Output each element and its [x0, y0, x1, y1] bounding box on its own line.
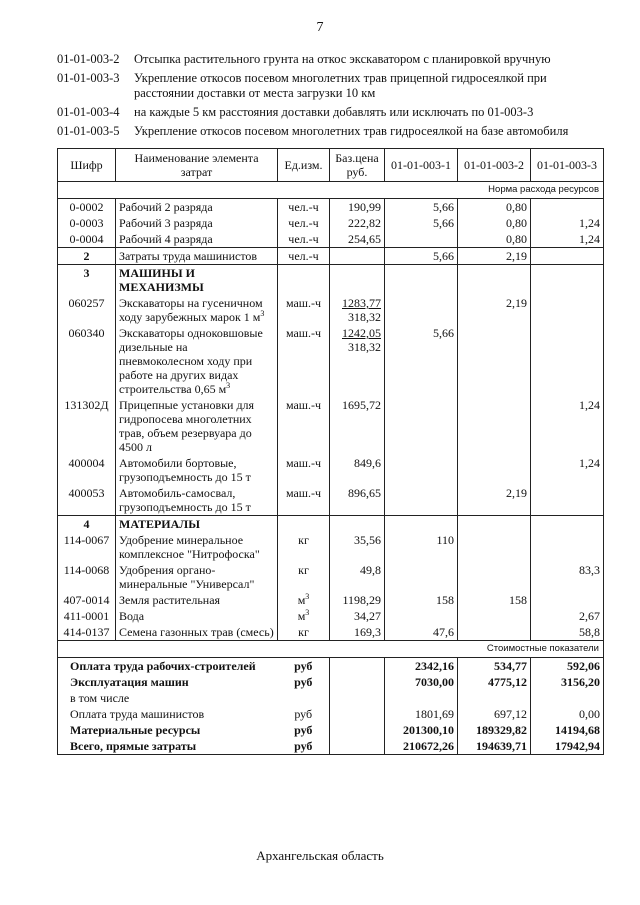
- table-row: [58, 397, 604, 455]
- definition-code: 01-01-003-2: [57, 52, 120, 66]
- row-value-3: [531, 295, 604, 325]
- definition-item: [57, 105, 602, 120]
- row-unit: чел.-ч: [278, 231, 330, 248]
- summary-value-3: 14194,68: [531, 722, 604, 738]
- definition-code: 01-01-003-4: [57, 105, 120, 119]
- table-row: [58, 532, 604, 562]
- row-code: 131302Д: [58, 397, 116, 455]
- section-row: [58, 265, 604, 296]
- row-code: 2: [58, 248, 116, 265]
- summary-unit: руб: [278, 674, 330, 690]
- row-value-1: [385, 562, 458, 592]
- row-value-2: 2,19: [458, 248, 531, 265]
- row-price: [330, 295, 385, 325]
- table-row: [58, 624, 604, 641]
- row-unit: [278, 592, 330, 608]
- cost-label: Стоимостные показатели: [58, 641, 604, 658]
- table-row: [58, 592, 604, 608]
- summary-label: в том числе: [58, 690, 278, 706]
- row-value-1: [385, 485, 458, 516]
- summary-value-2: 534,77: [458, 658, 531, 675]
- table-row: [58, 215, 604, 231]
- row-value-2: [458, 624, 531, 641]
- row-value-3: 1,24: [531, 397, 604, 455]
- summary-unit: руб: [278, 706, 330, 722]
- definition-item: [57, 71, 602, 101]
- row-value-2: [458, 325, 531, 397]
- row-value-3: 1,24: [531, 231, 604, 248]
- header-unit: Ед.изм.: [278, 149, 330, 182]
- table-row: [58, 295, 604, 325]
- row-value-2: [458, 608, 531, 624]
- row-value-2: 2,19: [458, 485, 531, 516]
- summary-value-2: 194639,71: [458, 738, 531, 755]
- row-name: [116, 325, 278, 397]
- summary-value-1: 2342,16: [385, 658, 458, 675]
- row-value-1: [385, 231, 458, 248]
- row-value-1: [385, 295, 458, 325]
- row-value-3: 58,8: [531, 624, 604, 641]
- row-code: 0-0003: [58, 215, 116, 231]
- definition-code: 01-01-003-5: [57, 124, 120, 138]
- row-name: Прицепные установки для гидропосева многолетних трав, объем резервуара до 4500 л: [116, 397, 278, 455]
- section-title: МАШИНЫ И МЕХАНИЗМЫ: [116, 265, 278, 296]
- table-row: [58, 199, 604, 216]
- definition-text: Укрепление откосов посевом многолетних трав прицепной гидросеялкой при расстоянии доставки от места загрузки 10 км: [134, 71, 547, 100]
- row-unit: [278, 608, 330, 624]
- row-name: Вода: [116, 608, 278, 624]
- row-value-2: [458, 455, 531, 485]
- row-value-3: 1,24: [531, 215, 604, 231]
- row-name: Рабочий 3 разряда: [116, 215, 278, 231]
- summary-row: [58, 690, 604, 706]
- row-value-1: [385, 455, 458, 485]
- superscript: 3: [226, 381, 231, 390]
- resource-table: [57, 148, 604, 755]
- summary-label: Всего, прямые затраты: [58, 738, 278, 755]
- row-unit: чел.-ч: [278, 199, 330, 216]
- row-price: 849,6: [330, 455, 385, 485]
- row-price: 1695,72: [330, 397, 385, 455]
- row-value-1: 158: [385, 592, 458, 608]
- row-name-text: Экскаваторы на гусеничном ходу зарубежных марок 1 м: [119, 296, 263, 324]
- definition-code: 01-01-003-3: [57, 71, 120, 85]
- row-value-3: [531, 532, 604, 562]
- summary-value-1: 210672,26: [385, 738, 458, 755]
- definition-item: [57, 52, 602, 67]
- summary-row: [58, 738, 604, 755]
- summary-value-1: 201300,10: [385, 722, 458, 738]
- row-code: 400004: [58, 455, 116, 485]
- row-value-1: [385, 397, 458, 455]
- row-unit: маш.-ч: [278, 455, 330, 485]
- header-col2: 01-01-003-2: [458, 149, 531, 182]
- definition-text: Отсыпка растительного грунта на откос экскаватором с планировкой вручную: [134, 52, 551, 66]
- definition-item: [57, 124, 602, 139]
- row-unit: чел.-ч: [278, 215, 330, 231]
- summary-value-2: 4775,12: [458, 674, 531, 690]
- table-row: [58, 231, 604, 248]
- row-value-2: [458, 397, 531, 455]
- section-code: 3: [58, 265, 116, 296]
- row-value-1: 5,66: [385, 199, 458, 216]
- row-name: Земля растительная: [116, 592, 278, 608]
- norma-label: Норма расхода ресурсов: [58, 182, 604, 199]
- row-price: 34,27: [330, 608, 385, 624]
- table-row: [58, 325, 604, 397]
- table-row: [58, 485, 604, 516]
- row-value-1: 5,66: [385, 215, 458, 231]
- row-value-3: [531, 592, 604, 608]
- row-value-2: 0,80: [458, 199, 531, 216]
- summary-row: [58, 706, 604, 722]
- row-name: Автомобиль-самосвал, грузоподъемность до 15 т: [116, 485, 278, 516]
- row-name-text: Экскаваторы одноковшовые дизельные на пневмоколесном ходу при работе на других видах строительства 0,65 м: [119, 326, 263, 396]
- row-value-3: [531, 485, 604, 516]
- price-main: 1242,05: [342, 326, 381, 340]
- row-value-1: 110: [385, 532, 458, 562]
- unit-text: м: [297, 593, 306, 607]
- header-name: Наименование элемента затрат: [116, 149, 278, 182]
- row-unit: маш.-ч: [278, 485, 330, 516]
- section-code: 4: [58, 516, 116, 533]
- row-unit: кг: [278, 624, 330, 641]
- unit-text: м: [297, 609, 306, 623]
- summary-value-3: 17942,94: [531, 738, 604, 755]
- row-value-3: [531, 199, 604, 216]
- row-name: Семена газонных трав (смесь): [116, 624, 278, 641]
- summary-label: Оплата труда рабочих-строителей: [58, 658, 278, 675]
- definition-text: на каждые 5 км расстояния доставки добавлять или исключать по 01-003-3: [134, 105, 534, 119]
- row-code: 114-0068: [58, 562, 116, 592]
- summary-unit: руб: [278, 658, 330, 675]
- row-value-2: 0,80: [458, 215, 531, 231]
- section-title: МАТЕРИАЛЫ: [116, 516, 278, 533]
- row-code: 414-0137: [58, 624, 116, 641]
- row-value-1: 5,66: [385, 325, 458, 397]
- summary-value-3: 592,06: [531, 658, 604, 675]
- row-unit: чел.-ч: [278, 248, 330, 265]
- row-value-1: 47,6: [385, 624, 458, 641]
- row-code: 060340: [58, 325, 116, 397]
- row-value-2: [458, 562, 531, 592]
- superscript: 3: [305, 592, 310, 601]
- summary-value-1: 7030,00: [385, 674, 458, 690]
- row-unit: маш.-ч: [278, 325, 330, 397]
- summary-value-1: 1801,69: [385, 706, 458, 722]
- price-secondary: 318,32: [348, 340, 381, 354]
- row-code: 411-0001: [58, 608, 116, 624]
- row-price: 254,65: [330, 231, 385, 248]
- row-value-2: 158: [458, 592, 531, 608]
- norma-row: [58, 182, 604, 199]
- row-price: 896,65: [330, 485, 385, 516]
- summary-label: Оплата труда машинистов: [58, 706, 278, 722]
- row-value-2: 0,80: [458, 231, 531, 248]
- row-name: Рабочий 2 разряда: [116, 199, 278, 216]
- summary-label: Эксплуатация машин: [58, 674, 278, 690]
- definition-text: Укрепление откосов посевом многолетних трав гидросеялкой на базе автомобиля: [134, 124, 569, 138]
- price-main: 1283,77: [342, 296, 381, 310]
- header-code: Шифр: [58, 149, 116, 182]
- row-value-3: 83,3: [531, 562, 604, 592]
- row-price: 1198,29: [330, 592, 385, 608]
- page-number: 7: [316, 20, 324, 35]
- row-code: 0-0002: [58, 199, 116, 216]
- header-col1: 01-01-003-1: [385, 149, 458, 182]
- row-name: Удобрение минеральное комплексное "Нитрофоска": [116, 532, 278, 562]
- table-header-row: [58, 149, 604, 182]
- row-value-2: [458, 532, 531, 562]
- row-value-2: 2,19: [458, 295, 531, 325]
- definitions-list: [57, 52, 602, 143]
- price-secondary: 318,32: [348, 310, 381, 324]
- header-price: Баз.цена руб.: [330, 149, 385, 182]
- summary-row: [58, 658, 604, 675]
- row-value-3: 2,67: [531, 608, 604, 624]
- row-price: 49,8: [330, 562, 385, 592]
- row-name: Рабочий 4 разряда: [116, 231, 278, 248]
- row-code: 400053: [58, 485, 116, 516]
- summary-value-3: 0,00: [531, 706, 604, 722]
- row-unit: кг: [278, 532, 330, 562]
- row-code: 114-0067: [58, 532, 116, 562]
- row-price: [330, 325, 385, 397]
- row-name: [116, 295, 278, 325]
- summary-value-2: 189329,82: [458, 722, 531, 738]
- row-unit: маш.-ч: [278, 397, 330, 455]
- summary-value-3: 3156,20: [531, 674, 604, 690]
- row-code: 0-0004: [58, 231, 116, 248]
- table-row: [58, 455, 604, 485]
- row-value-3: 1,24: [531, 455, 604, 485]
- superscript: 3: [260, 309, 265, 318]
- row-code: 407-0014: [58, 592, 116, 608]
- summary-row: [58, 674, 604, 690]
- row-unit: кг: [278, 562, 330, 592]
- row-price: 35,56: [330, 532, 385, 562]
- summary-row: [58, 722, 604, 738]
- summary-value-2: 697,12: [458, 706, 531, 722]
- table-row: [58, 562, 604, 592]
- table-row: [58, 248, 604, 265]
- summary-label: Материальные ресурсы: [58, 722, 278, 738]
- row-value-1: 5,66: [385, 248, 458, 265]
- row-name: Автомобили бортовые, грузоподъемность до 15 т: [116, 455, 278, 485]
- summary-unit: руб: [278, 738, 330, 755]
- summary-unit: руб: [278, 722, 330, 738]
- row-unit: маш.-ч: [278, 295, 330, 325]
- row-name: Затраты труда машинистов: [116, 248, 278, 265]
- row-value-1: [385, 608, 458, 624]
- section-row: [58, 516, 604, 533]
- row-price: 169,3: [330, 624, 385, 641]
- footer-region: Архангельская область: [256, 848, 384, 863]
- header-col3: 01-01-003-3: [531, 149, 604, 182]
- row-price: 190,99: [330, 199, 385, 216]
- superscript: 3: [305, 608, 310, 617]
- table-row: [58, 608, 604, 624]
- row-value-3: [531, 325, 604, 397]
- row-code: 060257: [58, 295, 116, 325]
- row-name: Удобрения органо-минеральные "Универсал": [116, 562, 278, 592]
- row-price: 222,82: [330, 215, 385, 231]
- cost-row: [58, 641, 604, 658]
